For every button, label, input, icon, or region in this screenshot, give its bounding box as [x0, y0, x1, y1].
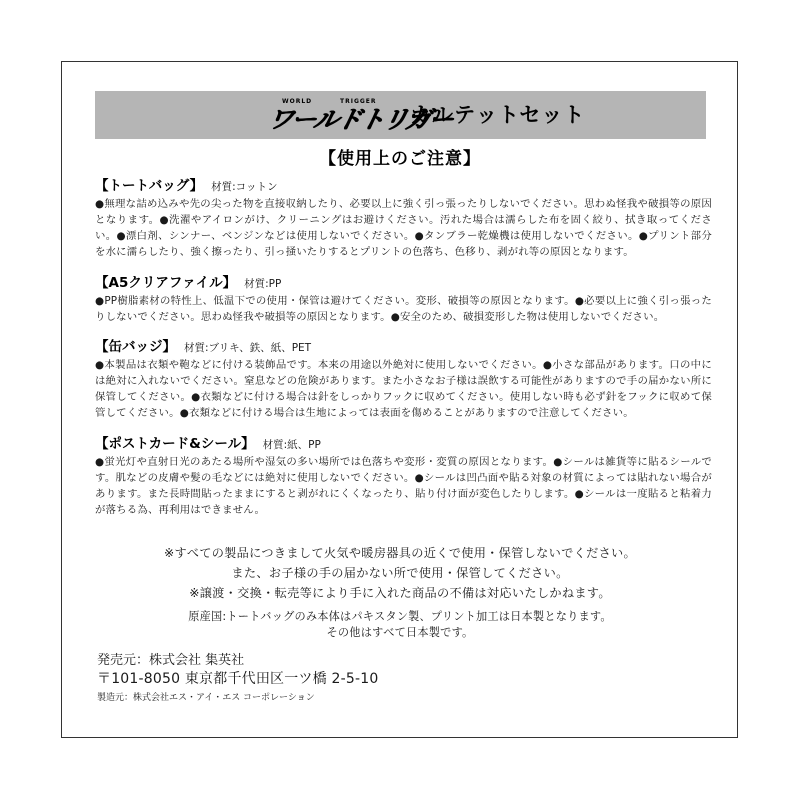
section-label: 【トートバッグ】	[95, 178, 204, 194]
world-trigger-logo	[265, 94, 455, 134]
logo-small-left: WORLD	[282, 98, 313, 105]
origin-line: 原産国:トートバッグのみ本体はパキスタン製、プリント加工は日本製となります。	[188, 610, 612, 623]
section-material: 材質:ブリキ、鉄、紙、PET	[184, 342, 312, 355]
logo-text: ワールドトリガー	[265, 105, 455, 134]
notice-content	[95, 176, 712, 531]
section-label: 【A5クリアファイル】	[95, 274, 237, 291]
section-body: ●無理な詰め込みや先の尖った物を直接収納したり、必要以上に強く引っ張ったりしないでください。思わぬ怪我や破損等の原因となります。●洗濯やアイロンがけ、クリーニングはお避けください。汚れた場合は濡らした布を固く絞り、拭き取ってください。●漂白剤、シンナー、ベンジンなどは使用しないでください。●タンブラー乾燥機は使用しないでください。●プリント部分を水に濡らしたり、強く擦ったり、引っ掻いたりするとプリントの色落ち、色移り、剥がれ等の原因となります。	[95, 198, 712, 258]
origin-line: その他はすべて日本製です。	[326, 626, 474, 639]
manufacturer: 製造元：株式会社エス・アイ・エス コーポレーション	[97, 693, 315, 703]
section-body: ●本製品は衣類や鞄などに付ける装飾品です。本来の用途以外絶対に使用しないでください。●小さな部品があります。口の中には絶対に入れないでください。窒息などの危険があります。また小さなお子様は誤飲する可能性がありますので手の届かない所に保管してください。●衣類などに付ける場合は針をしっかりフックに収めてください。使用しない時も必ず針をフックに収めて保管してください。●衣類などに付ける場合は生地によっては表面を傷めることがありますので注意してください。	[95, 359, 712, 420]
publisher: 発売元：株式会社 集英社	[97, 653, 245, 668]
section-tote-bag	[95, 176, 712, 261]
section-postcard-sticker	[95, 434, 712, 519]
note-line: ※譲渡・交換・転売等により手に入れた商品の不備は対応いたしかねます。	[189, 586, 611, 600]
logo-small-right: TRIGGER	[340, 98, 377, 105]
section-material: 材質:紙、PP	[262, 439, 321, 452]
section-body: ●PP樹脂素材の特性上、低温下での使用・保管は避けてください。変形、破損等の原因となります。●必要以上に強く引っ張ったりしないでください。思わぬ怪我や破損等の原因となります。●安全のため、破損変形した物は使用しないでください。	[95, 294, 712, 323]
section-clear-file	[95, 273, 712, 326]
section-material: 材質:PP	[244, 277, 282, 290]
product-title: カルテットセット	[410, 103, 586, 127]
section-label: 【ポストカード&シール】	[95, 436, 255, 453]
section-material: 材質:コットン	[211, 181, 278, 193]
section-label: 【缶バッジ】	[95, 339, 176, 356]
general-notes	[0, 543, 800, 603]
publisher-address: 〒101-8050 東京都千代田区一ツ橋 2-5-10	[97, 671, 379, 687]
notice-title: 【使用上のご注意】	[319, 149, 481, 169]
note-line: また、お子様の手の届かない所で使用・保管してください。	[231, 566, 569, 580]
note-line: ※すべての製品につきまして火気や暖房器具の近くで使用・保管しないでください。	[163, 546, 637, 560]
section-can-badge	[95, 337, 712, 422]
section-body: ●蛍光灯や直射日光のあたる場所や湿気の多い場所では色落ちや変形・変質の原因となります。●シールは雑貨等に貼るシールです。肌などの皮膚や髪の毛などには絶対に使用しないでください。●シールは凹凸面や貼る対象の材質によっては貼れない場合があります。また長時間貼ったままにすると剥がれにくくなったり、貼り付け面が変色したりします。●シールは一度貼ると粘着力が落ちる為、再利用はできません。	[95, 456, 712, 516]
country-of-origin	[0, 609, 800, 641]
